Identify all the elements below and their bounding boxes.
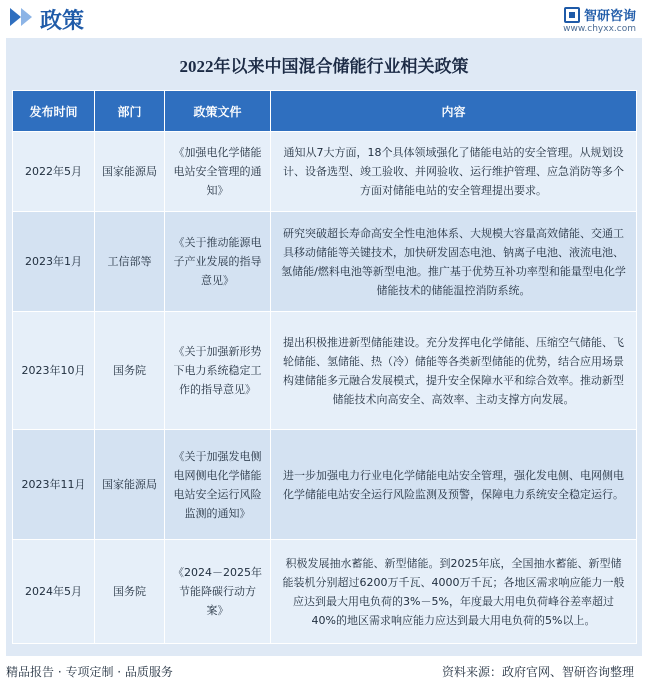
footer-tagline: 精品报告 · 专项定制 · 品质服务 — [6, 665, 173, 679]
cell-date: 2024年5月 — [13, 540, 95, 644]
footer-source: 资料来源：政府官网、智研咨询整理 — [441, 665, 634, 679]
table-title: 2022年以来中国混合储能行业相关政策 — [179, 56, 469, 76]
cell-date: 2023年11月 — [13, 430, 95, 540]
brand-logo-icon — [564, 7, 580, 23]
cell-doc: 《加强电化学储能电站安全管理的通知》 — [165, 132, 271, 212]
section-marker-icon-secondary — [21, 8, 32, 26]
brand-url: www.chyxx.com — [563, 24, 636, 34]
cell-dept: 国务院 — [95, 540, 165, 644]
cell-content: 通知从7大方面，18个具体领域强化了储能电站的安全管理。从规划设计、设备选型、竣工验收、并网验收、运行维护管理、应急消防等多个方面对储能电站的安全管理提出要求。 — [271, 132, 637, 212]
table-row — [13, 132, 637, 212]
cell-content: 研究突破超长寿命高安全性电池体系、大规模大容量高效储能、交通工具移动储能等关键技术，加快研发固态电池、钠离子电池、液流电池、氢储能/燃料电池等新型电池。推广基于优势互补功率型和能量型电化学储能技术的储能温控消防系统。 — [271, 212, 637, 312]
brand-name: 智研咨询 — [583, 9, 636, 24]
top-bar — [0, 0, 648, 36]
cell-date: 2022年5月 — [13, 132, 95, 212]
column-header-dept: 部门 — [95, 91, 165, 132]
table-row — [13, 312, 637, 430]
policy-panel — [6, 38, 642, 656]
cell-dept: 工信部等 — [95, 212, 165, 312]
column-header-date: 发布时间 — [13, 91, 95, 132]
section-title: 政策 — [40, 8, 85, 33]
cell-content: 提出积极推进新型储能建设。充分发挥电化学储能、压缩空气储能、飞轮储能、氢储能、热（冷）储能等各类新型储能的优势，结合应用场景构建储能多元融合发展模式，提升安全保障水平和综合效率。推动新型储能技术向高安全、高效率、主动支撑方向发展。 — [271, 312, 637, 430]
cell-doc: 《关于加强发电侧电网侧电化学储能电站安全运行风险监测的通知》 — [165, 430, 271, 540]
column-header-doc: 政策文件 — [165, 91, 271, 132]
table-row — [13, 212, 637, 312]
brand — [564, 5, 636, 24]
cell-date: 2023年10月 — [13, 312, 95, 430]
section-marker-icon — [10, 8, 21, 26]
cell-dept: 国务院 — [95, 312, 165, 430]
cell-content: 进一步加强电力行业电化学储能电站安全管理，强化发电侧、电网侧电化学储能电站安全运行风险监测及预警，保障电力系统安全稳定运行。 — [271, 430, 637, 540]
cell-dept: 国家能源局 — [95, 430, 165, 540]
table-row — [13, 540, 637, 644]
column-header-content: 内容 — [271, 91, 637, 132]
table-header-row — [13, 91, 637, 132]
cell-content: 积极发展抽水蓄能、新型储能。到2025年底，全国抽水蓄能、新型储能装机分别超过6200万千瓦、4000万千瓦；各地区需求响应能力一般应达到最大用电负荷的3%－5%，年度最大用电负荷峰谷差率超过40%的地区需求响应能力应达到最大用电负荷的5%以上。 — [271, 540, 637, 644]
table-row — [13, 430, 637, 540]
cell-doc: 《2024－2025年节能降碳行动方案》 — [165, 540, 271, 644]
policy-table — [12, 90, 637, 644]
cell-doc: 《关于推动能源电子产业发展的指导意见》 — [165, 212, 271, 312]
cell-date: 2023年1月 — [13, 212, 95, 312]
cell-dept: 国家能源局 — [95, 132, 165, 212]
cell-doc: 《关于加强新形势下电力系统稳定工作的指导意见》 — [165, 312, 271, 430]
footer — [0, 656, 648, 687]
